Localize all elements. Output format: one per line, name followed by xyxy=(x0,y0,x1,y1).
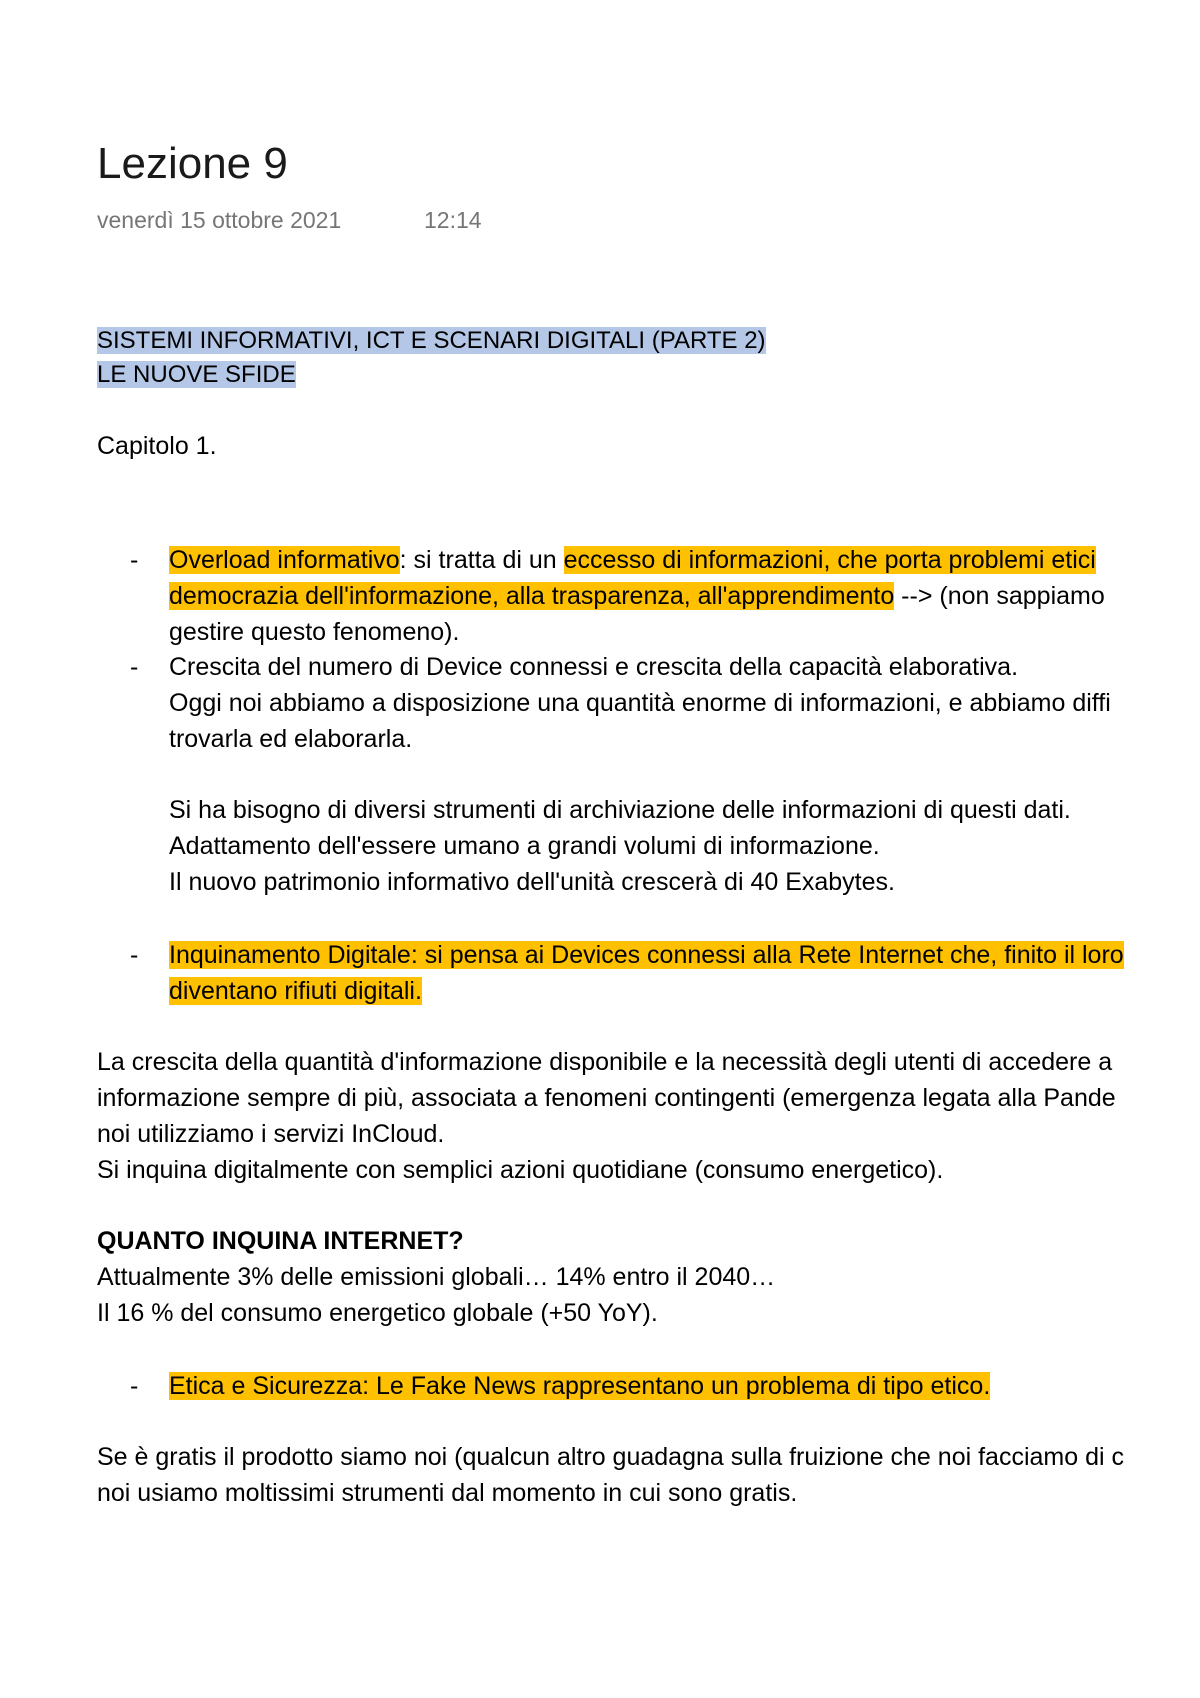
bullet-dash-3: - xyxy=(130,941,139,969)
bullet-2-line-3: trovarla ed elaborarla. xyxy=(169,725,413,753)
bullet-2-line-5: Adattamento dell'essere umano a grandi volumi di informazione. xyxy=(169,832,880,860)
bullet-dash-1: - xyxy=(130,546,139,574)
section-heading-text-2: LE NUOVE SFIDE xyxy=(97,361,296,388)
bullet-dash-4: - xyxy=(130,1372,139,1400)
bullet-1-text: : si tratta di un xyxy=(399,546,564,574)
bullet-dash-2: - xyxy=(130,653,139,681)
bullet-2-line-2: Oggi noi abbiamo a disposizione una quantità enorme di informazioni, e abbiamo diffi xyxy=(169,689,1111,717)
highlight-etica: Etica e Sicurezza: Le Fake News rappresentano un problema di tipo etico. xyxy=(169,1372,991,1400)
section-heading-line2 xyxy=(97,357,296,393)
bullet-2-line-4: Si ha bisogno di diversi strumenti di archiviazione delle informazioni di questi dati. xyxy=(169,796,1071,824)
highlight-overload: Overload informativo xyxy=(169,546,400,574)
highlight-eccesso: eccesso di informazioni, che porta problemi etici xyxy=(563,546,1096,574)
highlight-inquinamento: Inquinamento Digitale: si pensa ai Devices connessi alla Rete Internet che, finito il loro xyxy=(169,941,1124,969)
bullet-1-text-2: --> (non sappiamo xyxy=(894,582,1105,610)
internet-heading: QUANTO INQUINA INTERNET? xyxy=(97,1227,464,1255)
chapter-label: Capitolo 1. xyxy=(97,432,217,460)
bullet-4-line-1 xyxy=(169,1368,990,1404)
section-heading-text-1: SISTEMI INFORMATIVI, ICT E SCENARI DIGITALI (PARTE 2) xyxy=(97,327,766,354)
paragraph-2-line-1: Se è gratis il prodotto siamo noi (qualcun altro guadagna sulla fruizione che noi facciamo di c xyxy=(97,1443,1124,1471)
bullet-3-line-2 xyxy=(169,973,422,1009)
bullet-1-line-2 xyxy=(169,578,1105,614)
bullet-3-line-1 xyxy=(169,937,1124,973)
page-time: 12:14 xyxy=(424,207,482,233)
page-date: venerdì 15 ottobre 2021 xyxy=(97,207,342,233)
bullet-2-line-1: Crescita del numero di Device connessi e crescita della capacità elaborativa. xyxy=(169,653,1019,681)
highlight-rifiuti: diventano rifiuti digitali. xyxy=(169,977,422,1005)
internet-line-1: Attualmente 3% delle emissioni globali… 14% entro il 2040… xyxy=(97,1263,776,1291)
paragraph-1-line-4: Si inquina digitalmente con semplici azioni quotidiane (consumo energetico). xyxy=(97,1156,944,1184)
paragraph-2-line-2: noi usiamo moltissimi strumenti dal momento in cui sono gratis. xyxy=(97,1479,798,1507)
bullet-1-line-3: gestire questo fenomeno). xyxy=(169,618,460,646)
internet-line-2: Il 16 % del consumo energetico globale (+50 YoY). xyxy=(97,1299,658,1327)
paragraph-1-line-1: La crescita della quantità d'informazione disponibile e la necessità degli utenti di accedere a xyxy=(97,1048,1113,1076)
paragraph-1-line-2: informazione sempre di più, associata a fenomeni contingenti (emergenza legata alla Pande xyxy=(97,1084,1116,1112)
page-title: Lezione 9 xyxy=(97,139,288,188)
bullet-2-line-6: Il nuovo patrimonio informativo dell'unità crescerà di 40 Exabytes. xyxy=(169,868,895,896)
bullet-1-line-1 xyxy=(169,542,1096,578)
highlight-democrazia: democrazia dell'informazione, alla trasparenza, all'apprendimento xyxy=(169,582,895,610)
paragraph-1-line-3: noi utilizziamo i servizi InCloud. xyxy=(97,1120,445,1148)
section-heading-line1 xyxy=(97,323,766,359)
